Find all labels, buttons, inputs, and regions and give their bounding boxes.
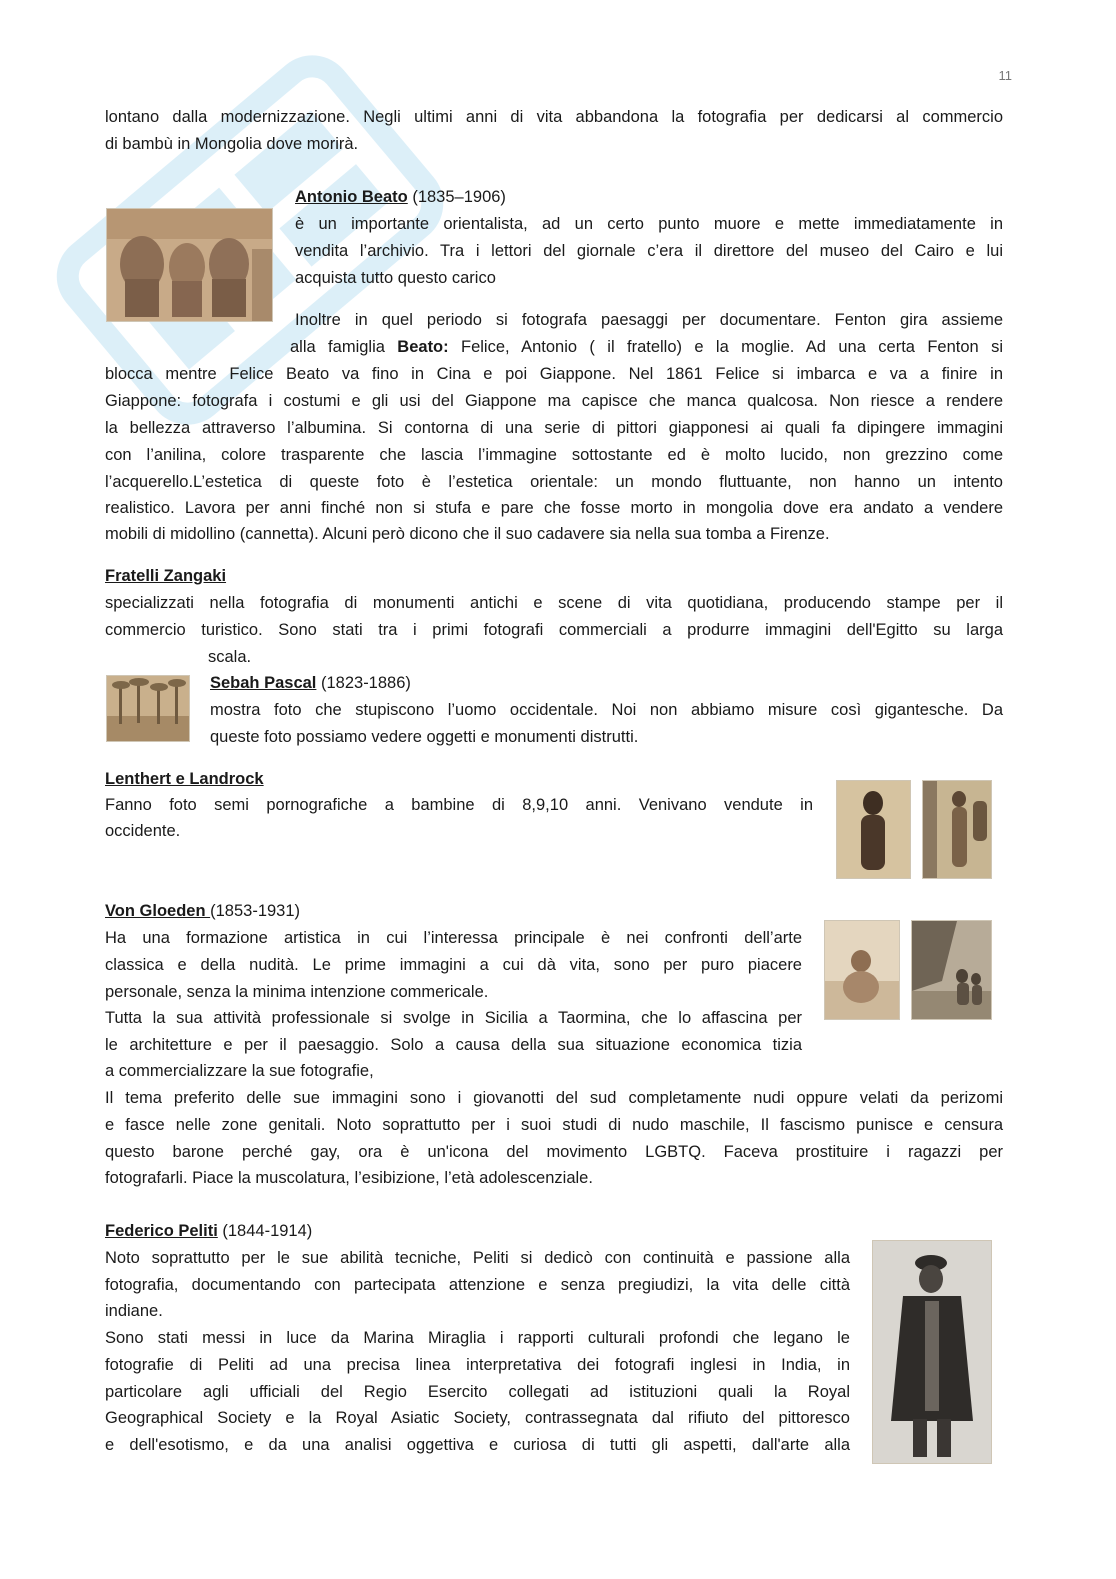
von-gloeden-photo-1	[824, 920, 900, 1020]
intro-line-1: lontano dalla modernizzazione. Negli ultimi anni di vita abbandona la fotografia per dedicarsi al commercio	[105, 108, 1003, 126]
beato-family-line-8: realistico. Lavora per anni finché non si stufa e pare che fosse morto in mongolia dove era andato a vendere	[105, 499, 1003, 517]
lenthert-line-1: Fanno foto semi pornografiche a bambine di 8,9,10 anni. Venivano vendute in	[105, 796, 813, 814]
beato-family-line-9: mobili di midollino (cannetta). Alcuni però dicono che il suo cadavere sia nella sua tomba a Firenze.	[105, 525, 830, 543]
peliti-line-2: fotografia, documentando con partecipata attenzione e senza pregiudizi, la vita delle città	[105, 1276, 850, 1294]
von-gloeden-line-4: Tutta la sua attività professionale si svolge in Sicilia a Taormina, che lo affascina per	[105, 1009, 802, 1027]
von-gloeden-heading	[105, 898, 300, 925]
antonio-beato-line-3: acquista tutto questo carico	[295, 269, 496, 287]
intro-line-2: di bambù in Mongolia dove morirà.	[105, 135, 359, 153]
abu-simbel-photo	[106, 208, 273, 322]
zangaki-line-2: commercio turistico. Sono stati tra i primi fotografi commerciali a produrre immagini dell'Egitto su larga	[105, 621, 1003, 639]
lenthert-photo-1	[836, 780, 911, 879]
peliti-line-8: e dell'esotismo, e da una analisi oggettiva e curiosa di tutti gli aspetti, dall'arte alla	[105, 1436, 850, 1454]
beato-bold-label: Beato:	[397, 338, 449, 356]
von-gloeden-line-3: personale, senza la minima intenzione commericale.	[105, 983, 489, 1001]
peliti-line-5: fotografie di Peliti ad una precisa linea interpretativa dei fotografi inglesi in India, in	[105, 1356, 850, 1374]
page-number: 11	[998, 68, 1012, 83]
von-gloeden-line-6: a commercializzare la sue fotografie,	[105, 1062, 374, 1080]
sebah-heading	[210, 670, 411, 697]
antonio-beato-heading	[295, 184, 506, 211]
antonio-beato-name: Antonio Beato	[295, 188, 408, 206]
lenthert-heading: Lenthert e Landrock	[105, 770, 264, 788]
von-gloeden-name: Von Gloeden	[105, 902, 211, 920]
peliti-portrait-photo	[872, 1240, 992, 1464]
sebah-line-1: mostra foto che stupiscono l’uomo occidentale. Noi non abbiamo misure così gigantesche. Da	[210, 701, 1003, 719]
zangaki-line-1: specializzati nella fotografia di monumenti antichi e scene di vita quotidiana, producendo stampe per il	[105, 594, 1003, 612]
sebah-dates: (1823-1886)	[316, 674, 411, 692]
zangaki-heading: Fratelli Zangaki	[105, 567, 227, 585]
peliti-heading	[105, 1218, 312, 1245]
peliti-line-1: Noto soprattutto per le sue abilità tecniche, Peliti si dedicò con continuità e passione alla	[105, 1249, 850, 1267]
peliti-line-6: particolare agli ufficiali del Regio Esercito collegati ad istituzioni quali la Royal	[105, 1383, 850, 1401]
peliti-dates: (1844-1914)	[217, 1222, 313, 1240]
beato-family-line-2-pre: alla famiglia	[290, 338, 398, 356]
peliti-line-3: indiane.	[105, 1302, 163, 1320]
von-gloeden-line-1: Ha una formazione artistica in cui l’interessa principale è nei confronti dell’arte	[105, 929, 802, 947]
von-gloeden-line-5: le architetture e per il paesaggio. Solo a causa della sua situazione economica tizia	[105, 1036, 802, 1054]
von-gloeden-line-10: fotografarli. Piace la muscolatura, l’esibizione, l’età adolescenziale.	[105, 1169, 593, 1187]
von-gloeden-line-8: e fasce nelle zone genitali. Noto soprattutto per i suoi studi di nudo maschile, Il fascismo punisce e censura	[105, 1116, 1003, 1134]
peliti-line-4: Sono stati messi in luce da Marina Miraglia i rapporti culturali profondi che legano le	[105, 1329, 850, 1347]
peliti-line-7: Geographical Society e la Royal Asiatic Society, contrassegnata dal rifiuto del pittoresco	[105, 1409, 850, 1427]
beato-family-line-4: Giappone: fotografa i costumi e gli usi del Giappone ma capisce che manca qualcosa. Non riesce a rendere	[105, 392, 1003, 410]
antonio-beato-line-1: è un importante orientalista, ad un certo punto muore e mette immediatamente in	[295, 215, 1003, 233]
beato-family-line-2	[290, 334, 1003, 361]
beato-family-line-5: la bellezza attraverso l’albumina. Si contorna di una serie di pittori giapponesi ai quali fa dipingere immagini	[105, 419, 1003, 437]
sebah-line-2: queste foto possiamo vedere oggetti e monumenti distrutti.	[210, 728, 639, 746]
beato-family-line-2-post: Felice, Antonio ( il fratello) e la moglie. Ad una certa Fenton si	[448, 338, 1003, 356]
von-gloeden-line-2: classica e della nudità. Le prime immagini a cui dà vita, sono per puro piacere	[105, 956, 802, 974]
antonio-beato-line-2: vendita l’archivio. Tra i lettori del giornale c’era il direttore del museo del Cairo e lui	[295, 242, 1003, 260]
zangaki-line-3: scala.	[208, 648, 252, 666]
lenthert-photo-2	[922, 780, 992, 879]
antonio-beato-dates: (1835–1906)	[407, 188, 506, 206]
palm-grove-photo	[106, 675, 190, 742]
beato-family-line-1: Inoltre in quel periodo si fotografa paesaggi per documentare. Fenton gira assieme	[295, 311, 1003, 329]
lenthert-line-2: occidente.	[105, 822, 181, 840]
beato-family-line-3: blocca mentre Felice Beato va fino in Cina e poi Giappone. Nel 1861 Felice si imbarca e va a finire in	[105, 365, 1003, 383]
von-gloeden-line-7: Il tema preferito delle sue immagini sono i giovanotti del sud completamente nudi oppure velati da perizomi	[105, 1089, 1003, 1107]
sebah-name: Sebah Pascal	[210, 674, 317, 692]
von-gloeden-photo-2	[911, 920, 992, 1020]
von-gloeden-dates: (1853-1931)	[210, 902, 301, 920]
beato-family-line-7: l’acquerello.L’estetica di queste foto è l’estetica orientale: un mondo fluttuante, non hanno un intento	[105, 473, 1003, 491]
von-gloeden-line-9: questo barone perché gay, ora è un'icona del movimento LGBTQ. Faceva prostituire i ragazzi per	[105, 1143, 1003, 1161]
peliti-name: Federico Peliti	[105, 1222, 218, 1240]
beato-family-line-6: con l’anilina, colore trasparente che lascia l’immagine sottostante ed è molto lucido, non grezzino come	[105, 446, 1003, 464]
